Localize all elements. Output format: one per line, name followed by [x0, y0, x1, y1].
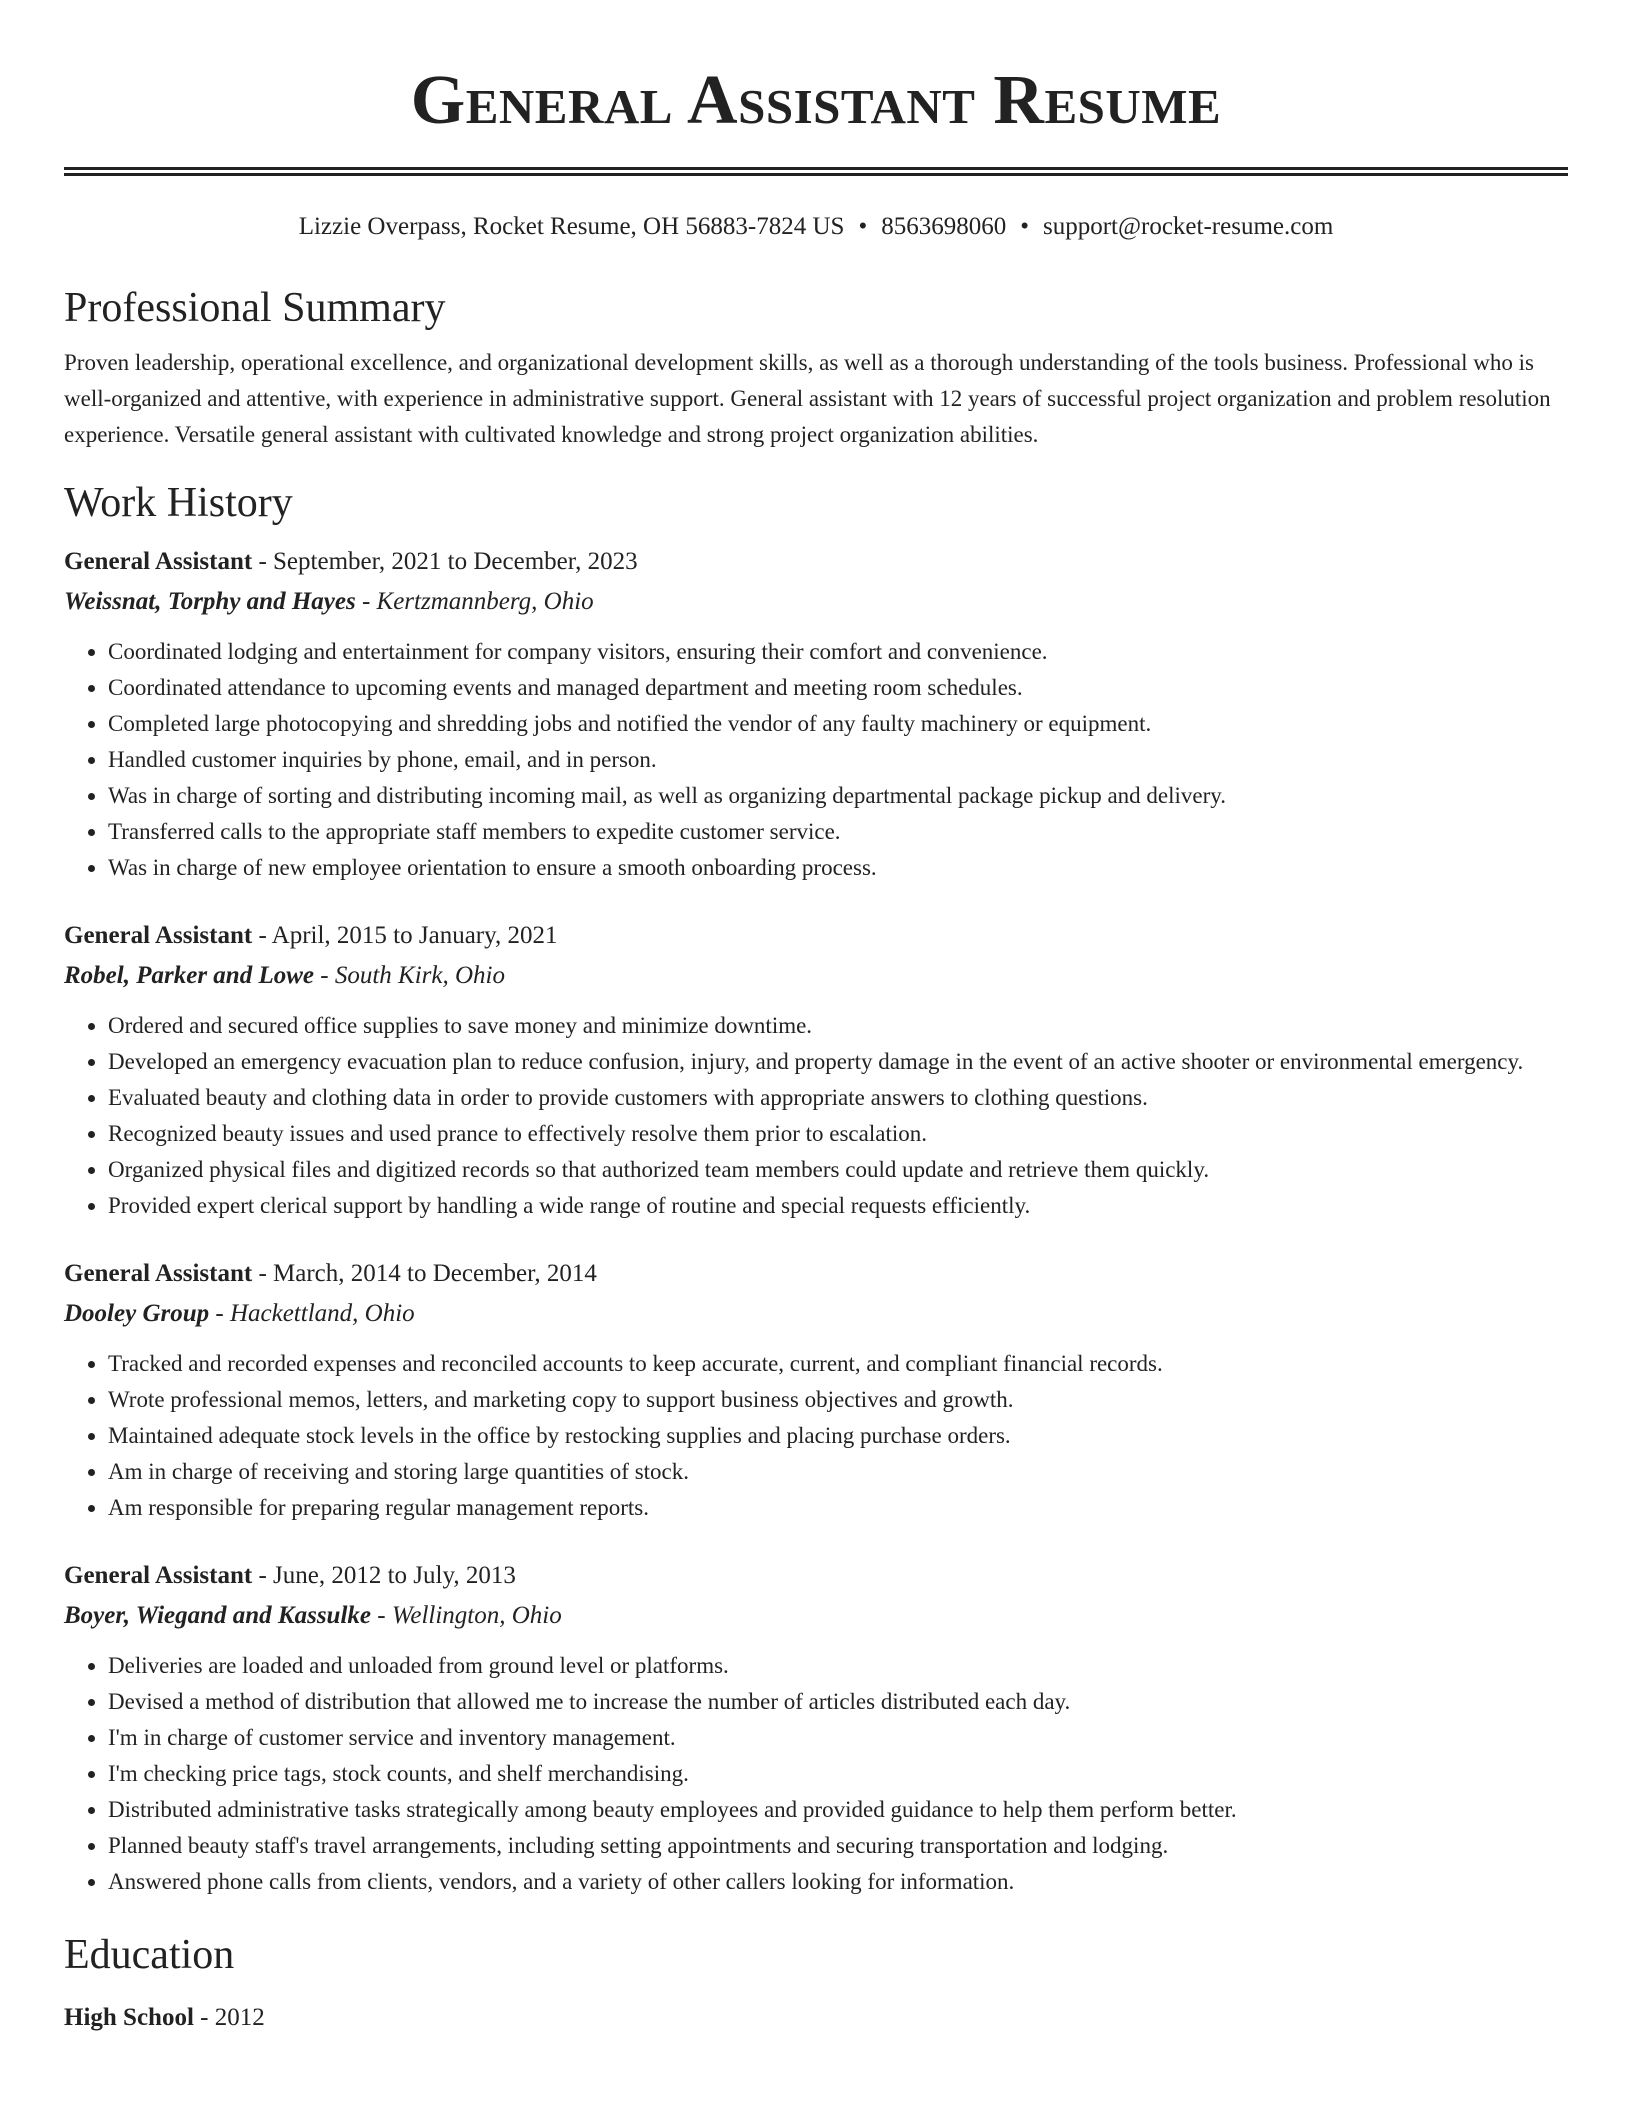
job-dates: - April, 2015 to January, 2021 — [252, 922, 558, 949]
list-item: • Ordered and secured office supplies to save money and minimize downtime. — [108, 1008, 1568, 1044]
job-bullets — [64, 1346, 1568, 1526]
list-item: • Devised a method of distribution that allowed me to increase the number of articles distributed each day. — [108, 1684, 1568, 1720]
education-year: - 2012 — [193, 2004, 265, 2031]
list-item: • I'm checking price tags, stock counts, and shelf merchandising. — [108, 1756, 1568, 1792]
education-entry — [64, 1998, 1568, 2038]
summary-heading: Professional Summary — [64, 285, 446, 331]
list-item: • Am in charge of receiving and storing large quantities of stock. — [108, 1454, 1568, 1490]
contact-email: support@rocket-resume.com — [1042, 213, 1334, 240]
contact-phone: 8563698060 — [881, 213, 1007, 240]
title-divider — [64, 167, 1568, 176]
job-dates: - September, 2021 to December, 2023 — [252, 548, 638, 575]
job-entry — [64, 916, 1568, 1224]
list-item: • Am responsible for preparing regular management reports. — [108, 1490, 1568, 1526]
job-company: Boyer, Wiegand and Kassulke — [64, 1602, 371, 1629]
job-entry — [64, 542, 1568, 886]
list-item: • Deliveries are loaded and unloaded from ground level or platforms. — [108, 1648, 1568, 1684]
list-item: • Maintained adequate stock levels in the office by restocking supplies and placing purchase orders. — [108, 1418, 1568, 1454]
education-heading: Education — [64, 1932, 235, 1978]
education-school: High School — [64, 2004, 194, 2031]
job-role: General Assistant — [64, 1562, 253, 1589]
job-entry — [64, 1556, 1568, 1900]
job-bullets — [64, 634, 1568, 886]
list-item: • Answered phone calls from clients, vendors, and a variety of other callers looking for information. — [108, 1864, 1568, 1900]
list-item: • Completed large photocopying and shredding jobs and notified the vendor of any faulty machinery or equipment. — [108, 706, 1568, 742]
job-bullets — [64, 1008, 1568, 1224]
list-item: • Recognized beauty issues and used prance to effectively resolve them prior to escalation. — [108, 1116, 1568, 1152]
job-company: Dooley Group — [64, 1300, 210, 1327]
job-bullets — [64, 1648, 1568, 1900]
list-item: • Distributed administrative tasks strategically among beauty employees and provided guidance to help them perform better. — [108, 1792, 1568, 1828]
job-entry — [64, 1254, 1568, 1526]
contact-separator: • — [858, 213, 868, 240]
job-company-line — [64, 1596, 1568, 1636]
list-item: • Transferred calls to the appropriate staff members to expedite customer service. — [108, 814, 1568, 850]
list-item: • Planned beauty staff's travel arrangements, including setting appointments and securing transportation and lodging. — [108, 1828, 1568, 1864]
contact-address: Lizzie Overpass, Rocket Resume, OH 56883-7824 US — [298, 213, 845, 240]
contact-separator: • — [1020, 213, 1029, 240]
list-item: • Coordinated lodging and entertainment for company visitors, ensuring their comfort and convenience. — [108, 634, 1568, 670]
list-item: • Organized physical files and digitized records so that authorized team members could update and retrieve them quickly. — [108, 1152, 1568, 1188]
job-location: - Wellington, Ohio — [371, 1602, 562, 1629]
list-item: • Coordinated attendance to upcoming events and managed department and meeting room schedules. — [108, 670, 1568, 706]
job-role: General Assistant — [64, 922, 253, 949]
job-title-line — [64, 1254, 1568, 1294]
job-location: - South Kirk, Ohio — [314, 962, 505, 989]
list-item: • Wrote professional memos, letters, and marketing copy to support business objectives and growth. — [108, 1382, 1568, 1418]
list-item: • Was in charge of new employee orientation to ensure a smooth onboarding process. — [108, 850, 1568, 886]
list-item: • Developed an emergency evacuation plan to reduce confusion, injury, and property damage in the event of an active shooter or environmental emergency. — [108, 1044, 1568, 1080]
list-item: • Provided expert clerical support by handling a wide range of routine and special requests efficiently. — [108, 1188, 1568, 1224]
job-role: General Assistant — [64, 1260, 253, 1287]
contact-line — [64, 211, 1568, 243]
job-title-line — [64, 916, 1568, 956]
page-title: General Assistant Resume — [410, 62, 1222, 139]
job-location: - Kertzmannberg, Ohio — [355, 588, 594, 615]
job-title-line — [64, 1556, 1568, 1596]
list-item: • Handled customer inquiries by phone, email, and in person. — [108, 742, 1568, 778]
summary-text: Proven leadership, operational excellence, and organizational development skills, as well as a thorough understanding of the tools business. Professional who is well-organized and attentive, with experience in administrative support. General assistant with 12 years of successful project organization and problem resolution experience. Versatile general assistant with cultivated knowledge and strong project organization abilities. — [64, 350, 1551, 447]
list-item: • Evaluated beauty and clothing data in order to provide customers with appropriate answers to clothing questions. — [108, 1080, 1568, 1116]
list-item: • Tracked and recorded expenses and reconciled accounts to keep accurate, current, and compliant financial records. — [108, 1346, 1568, 1382]
list-item: • I'm in charge of customer service and inventory management. — [108, 1720, 1568, 1756]
job-company-line — [64, 956, 1568, 996]
job-location: - Hackettland, Ohio — [209, 1300, 415, 1327]
job-company-line — [64, 582, 1568, 622]
job-company: Robel, Parker and Lowe — [64, 962, 314, 989]
job-dates: - March, 2014 to December, 2014 — [252, 1260, 597, 1287]
list-item: • Was in charge of sorting and distributing incoming mail, as well as organizing departmental package pickup and delivery. — [108, 778, 1568, 814]
work-history-heading: Work History — [64, 480, 293, 526]
job-company: Weissnat, Torphy and Hayes — [64, 588, 356, 615]
job-role: General Assistant — [64, 548, 253, 575]
job-dates: - June, 2012 to July, 2013 — [252, 1562, 516, 1589]
job-company-line — [64, 1294, 1568, 1334]
job-title-line — [64, 542, 1568, 582]
